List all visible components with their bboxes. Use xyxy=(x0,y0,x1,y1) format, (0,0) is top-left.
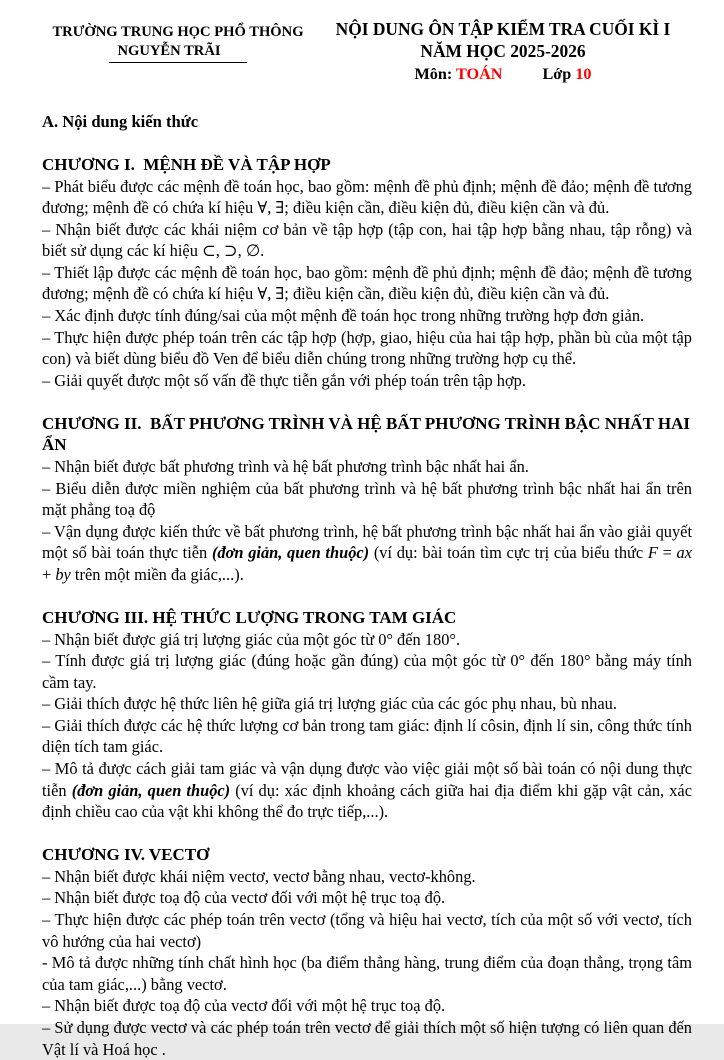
text-segment: – Nhận biết được khái niệm vectơ, vectơ bằng nhau, vectơ-không. xyxy=(42,866,476,886)
text-segment: – Nhận biết được toạ độ của vectơ đối với một hệ trục toạ độ. xyxy=(42,888,446,908)
text-segment: (ví dụ: xác định khoảng cách giữa hai địa điểm khi gặp vật cản, xác định chiều cao của vật khi không thể đo trực tiếp,...). xyxy=(42,780,692,822)
text-segment: – Thực hiện được các phép toán trên vectơ (tổng và hiệu hai vectơ, tích của một số với vectơ, tích vô hướng của hai vectơ) xyxy=(42,910,692,951)
chapter xyxy=(42,607,692,823)
text-segment: = xyxy=(657,543,677,563)
text-segment: – Thiết lập được các mệnh đề toán học, bao gồm: mệnh đề phủ định; mệnh đề đảo; mệnh đề tương đương; mệnh đề có chứa kí hiệu ∀, ∃; điều kiện cần, điều kiện đủ, điều kiện cần và đủ. xyxy=(42,262,692,304)
chapter-title: CHƯƠNG II. BẤT PHƯƠNG TRÌNH VÀ HỆ BẤT PHƯƠNG TRÌNH BẬC NHẤT HAI ẨN xyxy=(42,413,695,455)
text-segment: – Biểu diễn được miền nghiệm của bất phương trình và hệ bất phương trình bậc nhất hai ẩn trên mặt phẳng toạ độ xyxy=(42,478,692,520)
requirement-item xyxy=(42,758,692,823)
chapter xyxy=(42,413,695,586)
text-segment: – Xác định được tính đúng/sai của một mệnh đề toán học trong những trường hợp đơn giản. xyxy=(42,306,645,326)
chapter xyxy=(42,844,692,1060)
requirement-item xyxy=(42,952,692,995)
text-segment: – Giải thích được hệ thức liên hệ giữa giá trị lượng giác của các góc phụ nhau, bù nhau. xyxy=(42,694,617,714)
class-label: Lớp xyxy=(542,65,576,83)
text-segment: (ví dụ: bài toán tìm cực trị của biểu thức xyxy=(369,543,648,563)
text-segment: – Nhận biết được bất phương trình và hệ bất phương trình bậc nhất hai ẩn. xyxy=(42,456,529,476)
text-segment: (đơn giản, quen thuộc) xyxy=(71,780,231,800)
text-segment: – Phát biểu được các mệnh đề toán học, bao gồm: mệnh đề phủ định; mệnh đề đảo; mệnh đề tương đương; mệnh đề có chứa kí hiệu ∀, ∃; điều kiện cần, điều kiện đủ, điều kiện cần và đủ. xyxy=(42,176,692,218)
text-segment: - Mô tả được những tính chất hình học (ba điểm thẳng hàng, trung điểm của đoạn thẳng, trọng tâm của tam giác,...) bằng vectơ. xyxy=(42,953,692,994)
school-name-line1: TRƯỜNG TRUNG HỌC PHỔ THÔNG xyxy=(52,24,304,40)
class-value: 10 xyxy=(575,65,592,83)
text-segment: + xyxy=(42,564,56,584)
requirement-item xyxy=(42,219,692,262)
requirement-item xyxy=(42,327,692,370)
text-segment: – Giải thích được các hệ thức lượng cơ bản trong tam giác: định lí côsin, định lí sin, công thức tính diện tích tam giác. xyxy=(42,715,692,757)
text-segment: by xyxy=(55,564,71,584)
text-segment: – Vận dụng được kiến thức về bất phương trình, hệ bất phương trình bậc nhất hai ẩn vào giải quyết một số bài toán thực tiễn xyxy=(42,521,692,563)
text-segment: F xyxy=(647,543,658,563)
text-segment: trên một miền đa giác,...). xyxy=(70,564,244,584)
requirement-item xyxy=(42,693,692,715)
chapter-title: CHƯƠNG IV. VECTƠ xyxy=(42,845,210,865)
school-name-line2: NGUYỄN TRÃI xyxy=(42,42,314,63)
text-segment: (đơn giản, quen thuộc) xyxy=(211,543,370,563)
requirement-item xyxy=(42,909,692,952)
school-year: NĂM HỌC 2025-2026 xyxy=(420,41,586,61)
chapter-title: CHƯƠNG III. HỆ THỨC LƯỢNG TRONG TAM GIÁC xyxy=(42,608,457,627)
text-segment: – Giải quyết được một số vấn đề thực tiễn gắn với phép toán trên tập hợp. xyxy=(42,370,526,390)
subject-value: TOÁN xyxy=(456,65,503,83)
requirement-item xyxy=(42,262,692,305)
requirement-item xyxy=(42,887,692,909)
requirement-item xyxy=(42,521,692,586)
section-a-title: A. Nội dung kiến thức xyxy=(42,112,199,131)
text-segment: – Tính được giá trị lượng giác (đúng hoặc gần đúng) của một góc từ 0° đến 180° bằng máy tính cầm tay. xyxy=(42,651,692,692)
text-segment: ax xyxy=(676,543,692,563)
text-segment: – Thực hiện được phép toán trên các tập hợp (hợp, giao, hiệu của hai tập hợp, phần bù của một tập con) và biết dùng biểu đồ Ven để biểu diễn chúng trong những trường hợp cụ thể. xyxy=(42,327,692,369)
school-block xyxy=(42,18,314,63)
text-segment: – Sử dụng được vectơ và các phép toán trên vectơ để giải thích một số hiện tượng có liên quan đến Vật lí và Hoá học . xyxy=(42,1018,692,1059)
requirement-item xyxy=(42,715,692,758)
title-block xyxy=(314,18,692,85)
requirement-item xyxy=(42,866,692,888)
subject-class-line xyxy=(314,63,692,85)
chapter-title: CHƯƠNG I. MỆNH ĐỀ VÀ TẬP HỢP xyxy=(42,155,331,174)
text-segment: – Nhận biết được giá trị lượng giác của một góc từ 0° đến 180°. xyxy=(42,629,461,649)
text-segment: – Nhận biết được các khái niệm cơ bản về tập hợp (tập con, hai tập hợp bằng nhau, tập rỗng) và biết sử dụng các kí hiệu ⊂, ⊃, ∅. xyxy=(42,219,692,261)
text-segment: – Nhận biết được toạ độ của vectơ đối với một hệ trục toạ độ. xyxy=(42,996,446,1016)
chapters xyxy=(42,154,695,1060)
requirement-item xyxy=(42,176,692,219)
requirement-item xyxy=(42,305,692,327)
requirement-item xyxy=(42,1017,692,1060)
requirement-item xyxy=(42,995,692,1017)
requirement-item xyxy=(42,478,692,521)
document-title: NỘI DUNG ÔN TẬP KIỂM TRA CUỐI KÌ I xyxy=(335,19,671,39)
requirement-item xyxy=(42,629,692,651)
chapter xyxy=(42,154,692,391)
text-segment: – Mô tả được cách giải tam giác và vận dụng được vào việc giải một số bài toán có nội dung thực tiễn xyxy=(42,759,692,800)
document-header xyxy=(42,18,692,85)
requirement-item xyxy=(42,370,692,392)
requirement-item xyxy=(42,650,692,693)
subject-label: Môn: xyxy=(414,65,457,83)
requirement-item xyxy=(42,456,692,478)
